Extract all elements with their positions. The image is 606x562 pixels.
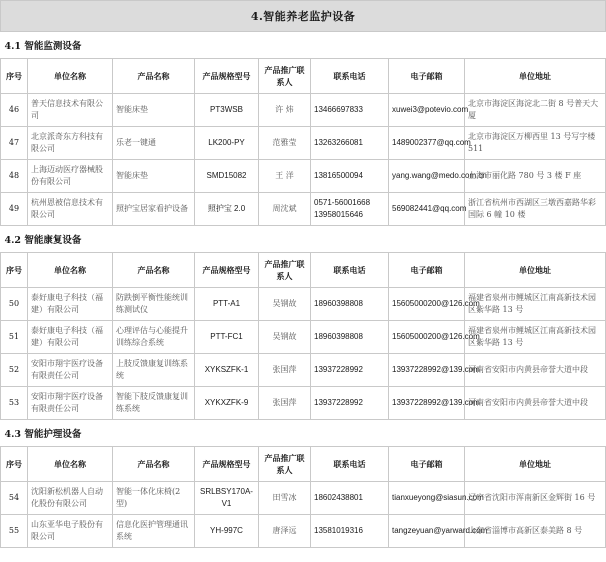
company-address: 辽宁省沈阳市浑南新区金辉街 16 号 — [465, 482, 606, 515]
company-name: 沈阳新松机器人自动化股份有限公司 — [28, 482, 113, 515]
company-name: 普天信息技术有限公司 — [28, 94, 113, 127]
phone-number: 18960398808 — [311, 321, 389, 354]
company-address: 河南省安阳市内黄县帝誉大道中段 — [465, 387, 606, 420]
product-model: 照护宝 2.0 — [195, 193, 259, 226]
product-model: YH-997C — [195, 515, 259, 548]
row-number: 51 — [1, 321, 28, 354]
table-row — [1, 354, 606, 387]
table-row — [1, 387, 606, 420]
phone-number: 13466697833 — [311, 94, 389, 127]
contact-person: 王 洋 — [259, 160, 311, 193]
header-no: 序号 — [1, 253, 28, 288]
company-address: 浙江省杭州市西湖区三墩西嘉路华彩国际 6 幢 10 楼 — [465, 193, 606, 226]
company-address: 山东省淄博市高新区泰美路 8 号 — [465, 515, 606, 548]
section-heading-row — [1, 420, 606, 447]
company-name: 安阳市翔宇医疗设备有限责任公司 — [28, 354, 113, 387]
company-name: 北京派奇东方科技有限公司 — [28, 127, 113, 160]
product-model: LK200-PY — [195, 127, 259, 160]
contact-person: 吴钢故 — [259, 288, 311, 321]
contact-person: 唐泽远 — [259, 515, 311, 548]
row-number: 46 — [1, 94, 28, 127]
company-address: 上海市丽化路 780 号 3 楼 F 座 — [465, 160, 606, 193]
table-row — [1, 160, 606, 193]
header-company: 单位名称 — [28, 253, 113, 288]
contact-person: 许 炜 — [259, 94, 311, 127]
table-row — [1, 515, 606, 548]
product-name: 心理评估与心能提升训练综合系统 — [113, 321, 195, 354]
header-email: 电子邮箱 — [389, 253, 465, 288]
contact-person: 范雅莹 — [259, 127, 311, 160]
header-product: 产品名称 — [113, 59, 195, 94]
company-name: 杭州恩被信息技术有限公司 — [28, 193, 113, 226]
table-row — [1, 193, 606, 226]
phone-number: 0571-56001668 13958015646 — [311, 193, 389, 226]
contact-person: 张国萍 — [259, 387, 311, 420]
product-name: 智能下肢反馈康复训练系统 — [113, 387, 195, 420]
phone-number: 13937228992 — [311, 354, 389, 387]
header-contact: 产品推广联系人 — [259, 253, 311, 288]
header-contact: 产品推广联系人 — [259, 447, 311, 482]
email-address: 1489002377@qq.com — [389, 127, 465, 160]
table-row — [1, 288, 606, 321]
header-phone: 联系电话 — [311, 253, 389, 288]
section-heading: 4.3 智能护理设备 — [1, 420, 606, 447]
title-row — [1, 1, 606, 32]
header-phone: 联系电话 — [311, 59, 389, 94]
phone-number: 18960398808 — [311, 288, 389, 321]
section-heading: 4.2 智能康复设备 — [1, 226, 606, 253]
header-row — [1, 59, 606, 94]
email-address: xuwei3@potevio.com — [389, 94, 465, 127]
table-row — [1, 321, 606, 354]
product-name: 防跌倒平衡性能统训练测试仪 — [113, 288, 195, 321]
product-name: 乐老一键通 — [113, 127, 195, 160]
section-heading: 4.1 智能监测设备 — [1, 32, 606, 59]
product-model: SRLBSY170A-V1 — [195, 482, 259, 515]
table-row — [1, 127, 606, 160]
row-number: 55 — [1, 515, 28, 548]
company-name: 泰好康电子科技（福建）有限公司 — [28, 288, 113, 321]
header-address: 单位地址 — [465, 447, 606, 482]
email-address: tianxueyong@siasun.com — [389, 482, 465, 515]
product-model: PT3WSB — [195, 94, 259, 127]
row-number: 48 — [1, 160, 28, 193]
company-name: 安阳市翔宇医疗设备有限责任公司 — [28, 387, 113, 420]
table-row — [1, 94, 606, 127]
product-name: 照护宝居家看护设备 — [113, 193, 195, 226]
row-number: 53 — [1, 387, 28, 420]
row-number: 50 — [1, 288, 28, 321]
product-model: XYKXZFK-9 — [195, 387, 259, 420]
product-model: PTT-FC1 — [195, 321, 259, 354]
header-no: 序号 — [1, 59, 28, 94]
section-heading-row — [1, 226, 606, 253]
header-product: 产品名称 — [113, 253, 195, 288]
header-contact: 产品推广联系人 — [259, 59, 311, 94]
header-email: 电子邮箱 — [389, 59, 465, 94]
header-product: 产品名称 — [113, 447, 195, 482]
table-body — [1, 1, 606, 548]
page-title: 4.智能养老监护设备 — [1, 1, 606, 32]
phone-number: 18602438801 — [311, 482, 389, 515]
row-number: 52 — [1, 354, 28, 387]
section-heading-row — [1, 32, 606, 59]
header-address: 单位地址 — [465, 253, 606, 288]
row-number: 49 — [1, 193, 28, 226]
phone-number: 13937228992 — [311, 387, 389, 420]
product-name: 上肢反馈康复训练系统 — [113, 354, 195, 387]
header-email: 电子邮箱 — [389, 447, 465, 482]
row-number: 54 — [1, 482, 28, 515]
contact-person: 周沈斌 — [259, 193, 311, 226]
header-row — [1, 447, 606, 482]
phone-number: 13816500094 — [311, 160, 389, 193]
contact-person: 田雪冰 — [259, 482, 311, 515]
header-no: 序号 — [1, 447, 28, 482]
company-name: 泰好康电子科技（福建）有限公司 — [28, 321, 113, 354]
company-name: 上海迈动医疗器械股份有限公司 — [28, 160, 113, 193]
company-address: 福建省泉州市鲤城区江南高新技术园区紫华路 13 号 — [465, 321, 606, 354]
header-company: 单位名称 — [28, 447, 113, 482]
product-name: 智能床垫 — [113, 94, 195, 127]
phone-number: 13581019316 — [311, 515, 389, 548]
product-model: PTT-A1 — [195, 288, 259, 321]
product-model: XYKSZFK-1 — [195, 354, 259, 387]
email-address: 13937228992@139.com — [389, 387, 465, 420]
email-address: yang.wang@medo.com.cn — [389, 160, 465, 193]
email-address: tangzeyuan@yarward.com — [389, 515, 465, 548]
contact-person: 张国萍 — [259, 354, 311, 387]
header-model: 产品规格型号 — [195, 59, 259, 94]
company-address: 北京市海淀区万柳西里 13 号写字楼511 — [465, 127, 606, 160]
company-address: 福建省泉州市鲤城区江南高新技术园区紫华路 13 号 — [465, 288, 606, 321]
company-name: 山东亚华电子股份有限公司 — [28, 515, 113, 548]
phone-number: 13263266081 — [311, 127, 389, 160]
header-address: 单位地址 — [465, 59, 606, 94]
header-company: 单位名称 — [28, 59, 113, 94]
header-phone: 联系电话 — [311, 447, 389, 482]
company-address: 北京市海淀区海淀北二街 8 号普天大厦 — [465, 94, 606, 127]
header-model: 产品规格型号 — [195, 447, 259, 482]
email-address: 13937228992@139.com — [389, 354, 465, 387]
product-name: 信息化医护管理通讯系统 — [113, 515, 195, 548]
row-number: 47 — [1, 127, 28, 160]
product-model: SMD15082 — [195, 160, 259, 193]
email-address: 15605000200@126.com — [389, 321, 465, 354]
product-name: 智能一体化床椅(2型) — [113, 482, 195, 515]
table-row — [1, 482, 606, 515]
email-address: 15605000200@126.com — [389, 288, 465, 321]
company-address: 河南省安阳市内黄县帝誉大道中段 — [465, 354, 606, 387]
email-address: 569082441@qq.com — [389, 193, 465, 226]
product-name: 智能床垫 — [113, 160, 195, 193]
contact-person: 吴钢故 — [259, 321, 311, 354]
header-row — [1, 253, 606, 288]
header-model: 产品规格型号 — [195, 253, 259, 288]
